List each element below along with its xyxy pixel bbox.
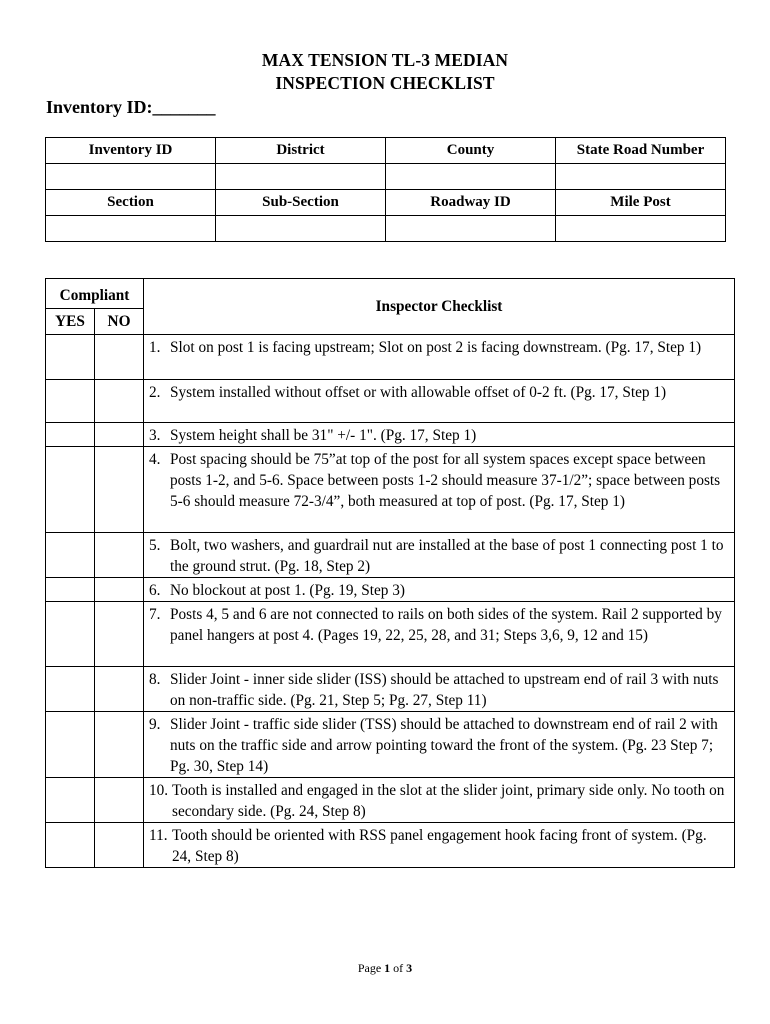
item-text: No blockout at post 1. (Pg. 19, Step 3) <box>170 582 405 599</box>
checklist-row <box>46 335 735 380</box>
info-value-district[interactable] <box>216 164 386 190</box>
checklist-row <box>46 667 735 712</box>
no-header: NO <box>95 309 144 335</box>
footer-page-number: 1 <box>384 961 391 975</box>
item-text: Tooth is installed and engaged in the slot at the slider joint, primary side only. No tooth on secondary side. (Pg. 24, Step 8) <box>172 782 725 820</box>
info-value-section[interactable] <box>46 216 216 242</box>
item-text: Slider Joint - traffic side slider (TSS) should be attached to downstream end of rail 2 with nuts on the traffic side and arrow pointing toward the front of the system. (Pg. 23 Step 7; Pg. 30, Step 14) <box>170 716 718 775</box>
item-number: 6. <box>149 582 161 599</box>
info-value-roadway-id[interactable] <box>386 216 556 242</box>
footer-prefix: Page <box>357 961 385 975</box>
checklist-row <box>46 380 735 423</box>
inspector-checklist-header: Inspector Checklist <box>144 279 735 335</box>
item-number: 1. <box>149 339 161 356</box>
item-text: Slider Joint - inner side slider (ISS) should be attached to upstream end of rail 3 with nuts on non-traffic side. (Pg. 21, Step 5; Pg. 27, Step 11) <box>170 671 719 709</box>
checklist-item-cell <box>144 578 735 602</box>
yes-checkbox-cell[interactable] <box>46 447 95 533</box>
info-value-sub-section[interactable] <box>216 216 386 242</box>
checklist-row <box>46 778 735 823</box>
info-value-row <box>46 164 726 190</box>
item-number: 4. <box>149 451 161 468</box>
page-footer <box>0 961 770 976</box>
yes-checkbox-cell[interactable] <box>46 578 95 602</box>
info-header-roadway-id: Roadway ID <box>386 190 556 216</box>
yes-checkbox-cell[interactable] <box>46 823 95 868</box>
checklist-item-cell <box>144 447 735 533</box>
inventory-info-table <box>45 137 726 242</box>
item-number: 3. <box>149 427 161 444</box>
info-header-district: District <box>216 138 386 164</box>
document-title-line2: INSPECTION CHECKLIST <box>275 73 495 93</box>
no-checkbox-cell[interactable] <box>95 423 144 447</box>
item-number: 5. <box>149 537 161 554</box>
no-checkbox-cell[interactable] <box>95 712 144 778</box>
no-checkbox-cell[interactable] <box>95 447 144 533</box>
info-header-mile-post: Mile Post <box>556 190 726 216</box>
checklist-item-cell <box>144 667 735 712</box>
checklist-item <box>144 423 734 446</box>
no-checkbox-cell[interactable] <box>95 380 144 423</box>
item-text: System installed without offset or with allowable offset of 0-2 ft. (Pg. 17, Step 1) <box>170 384 667 401</box>
checklist-row <box>46 423 735 447</box>
no-checkbox-cell[interactable] <box>95 578 144 602</box>
checklist-item-cell <box>144 602 735 667</box>
yes-checkbox-cell[interactable] <box>46 423 95 447</box>
no-checkbox-cell[interactable] <box>95 778 144 823</box>
checklist-item <box>144 533 734 577</box>
item-number: 2. <box>149 384 161 401</box>
inventory-id-label: Inventory ID:_______ <box>46 97 216 117</box>
yes-checkbox-cell[interactable] <box>46 335 95 380</box>
document-title-line1: MAX TENSION TL-3 MEDIAN <box>261 50 509 70</box>
yes-checkbox-cell[interactable] <box>46 602 95 667</box>
checklist-item-cell <box>144 823 735 868</box>
checklist-item <box>144 778 734 822</box>
info-header-section: Section <box>46 190 216 216</box>
item-text: Posts 4, 5 and 6 are not connected to rails on both sides of the system. Rail 2 supported by panel hangers at post 4. (Pages 19, 22, 25, 28, and 31; Steps 3,6, 9, 12 and 15) <box>170 606 722 644</box>
checklist-row <box>46 447 735 533</box>
info-value-mile-post[interactable] <box>556 216 726 242</box>
item-number: 11. <box>149 827 168 844</box>
info-header-state-road-number: State Road Number <box>556 138 726 164</box>
info-header-row <box>46 138 726 164</box>
info-header-county: County <box>386 138 556 164</box>
info-header-row <box>46 190 726 216</box>
item-number: 8. <box>149 671 161 688</box>
info-value-inventory-id[interactable] <box>46 164 216 190</box>
checklist-item <box>144 602 734 646</box>
item-text: Post spacing should be 75”at top of the post for all system spaces except space between posts 1-2, and 5-6. Space between posts 1-2 should measure 37-1/2”; space between posts 5-6 should measure 72-3/4”, both measured at top of post. (Pg. 17, Step 1) <box>170 451 721 510</box>
footer-middle: of <box>390 961 407 975</box>
checklist-items <box>46 335 735 868</box>
checklist-item <box>144 823 734 867</box>
item-text: System height shall be 31" +/- 1". (Pg. 17, Step 1) <box>170 427 477 444</box>
info-header-sub-section: Sub-Section <box>216 190 386 216</box>
checklist-item-cell <box>144 778 735 823</box>
checklist-row <box>46 602 735 667</box>
checklist-item-cell <box>144 380 735 423</box>
compliant-header: Compliant <box>46 279 144 309</box>
no-checkbox-cell[interactable] <box>95 823 144 868</box>
info-value-county[interactable] <box>386 164 556 190</box>
checklist-row <box>46 533 735 578</box>
yes-checkbox-cell[interactable] <box>46 533 95 578</box>
checklist-row <box>46 823 735 868</box>
checklist-item <box>144 380 734 403</box>
yes-header: YES <box>46 309 95 335</box>
item-number: 10. <box>149 782 169 799</box>
yes-checkbox-cell[interactable] <box>46 380 95 423</box>
yes-checkbox-cell[interactable] <box>46 712 95 778</box>
checklist-item <box>144 667 734 711</box>
yes-checkbox-cell[interactable] <box>46 667 95 712</box>
footer-page-total: 3 <box>406 961 413 975</box>
checklist-item-cell <box>144 712 735 778</box>
item-number: 7. <box>149 606 161 623</box>
checklist-item-cell <box>144 533 735 578</box>
checklist-row <box>46 712 735 778</box>
inspector-checklist-table <box>45 278 735 868</box>
no-checkbox-cell[interactable] <box>95 533 144 578</box>
checklist-item <box>144 335 734 358</box>
checklist-item-cell <box>144 423 735 447</box>
checklist-item <box>144 447 734 512</box>
info-value-row <box>46 216 726 242</box>
info-value-state-road-number[interactable] <box>556 164 726 190</box>
item-text: Bolt, two washers, and guardrail nut are installed at the base of post 1 connecting post 1 to the ground strut. (Pg. 18, Step 2) <box>170 537 724 575</box>
checklist-item-cell <box>144 335 735 380</box>
no-checkbox-cell[interactable] <box>95 602 144 667</box>
checklist-header-row <box>46 279 735 309</box>
checklist-row <box>46 578 735 602</box>
item-text: Tooth should be oriented with RSS panel engagement hook facing front of system. (Pg. 24, Step 8) <box>172 827 707 865</box>
item-text: Slot on post 1 is facing upstream; Slot on post 2 is facing downstream. (Pg. 17, Step 1) <box>170 339 702 356</box>
no-checkbox-cell[interactable] <box>95 667 144 712</box>
checklist-item <box>144 712 734 777</box>
no-checkbox-cell[interactable] <box>95 335 144 380</box>
item-number: 9. <box>149 716 161 733</box>
info-header-inventory-id: Inventory ID <box>46 138 216 164</box>
checklist-item <box>144 578 734 601</box>
yes-checkbox-cell[interactable] <box>46 778 95 823</box>
